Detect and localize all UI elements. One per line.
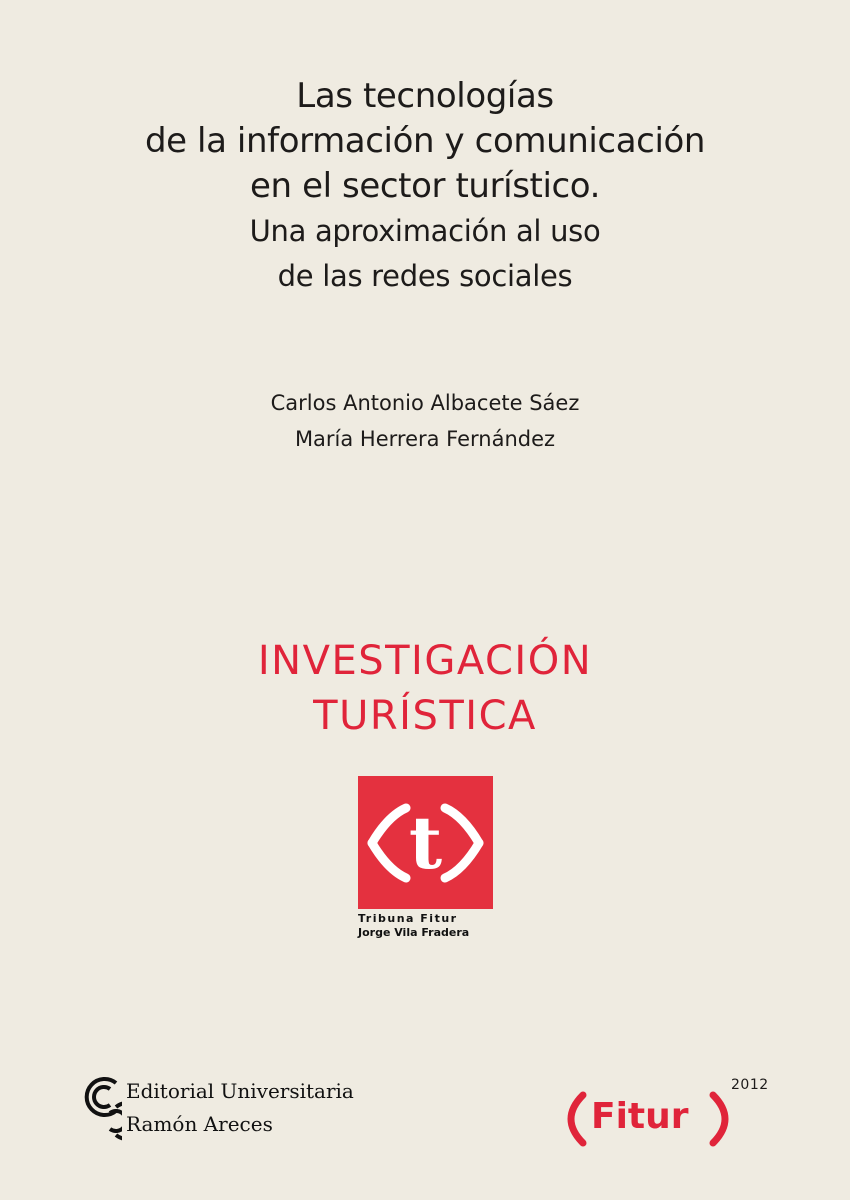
title-line-1: Las tecnologías — [296, 76, 554, 116]
tribuna-eye-icon — [358, 776, 493, 909]
title-line-2: de la información y comunicación — [144, 121, 706, 161]
tribuna-line-2: Jorge Vila Fradera — [358, 926, 470, 939]
tribuna-caption — [358, 912, 508, 940]
author-2: María Herrera Fernández — [294, 427, 556, 451]
authors — [0, 385, 850, 457]
fitur-word: Fitur — [591, 1096, 689, 1137]
publisher-spiral-icon — [76, 1073, 122, 1143]
tribuna-glyph: t — [408, 800, 443, 885]
subtitle-line-1: Una aproximación al uso — [249, 214, 601, 248]
subtitle-line-2: de las redes sociales — [277, 259, 573, 293]
series-line-2: TURÍSTICA — [313, 693, 537, 739]
fitur-year: 2012 — [731, 1077, 769, 1093]
author-1: Carlos Antonio Albacete Sáez — [270, 391, 580, 415]
book-title — [0, 74, 850, 299]
fitur-logo — [553, 1077, 783, 1147]
title-line-3: en el sector turístico. — [250, 166, 600, 206]
series-title — [0, 634, 850, 744]
publisher-line-2: Ramón Areces — [126, 1112, 273, 1136]
publisher-name — [126, 1075, 426, 1141]
tribuna-fitur-logo — [358, 776, 493, 909]
tribuna-line-1: Tribuna Fitur — [358, 912, 458, 925]
series-line-1: INVESTIGACIÓN — [257, 638, 593, 684]
publisher-line-1: Editorial Universitaria — [126, 1079, 354, 1103]
